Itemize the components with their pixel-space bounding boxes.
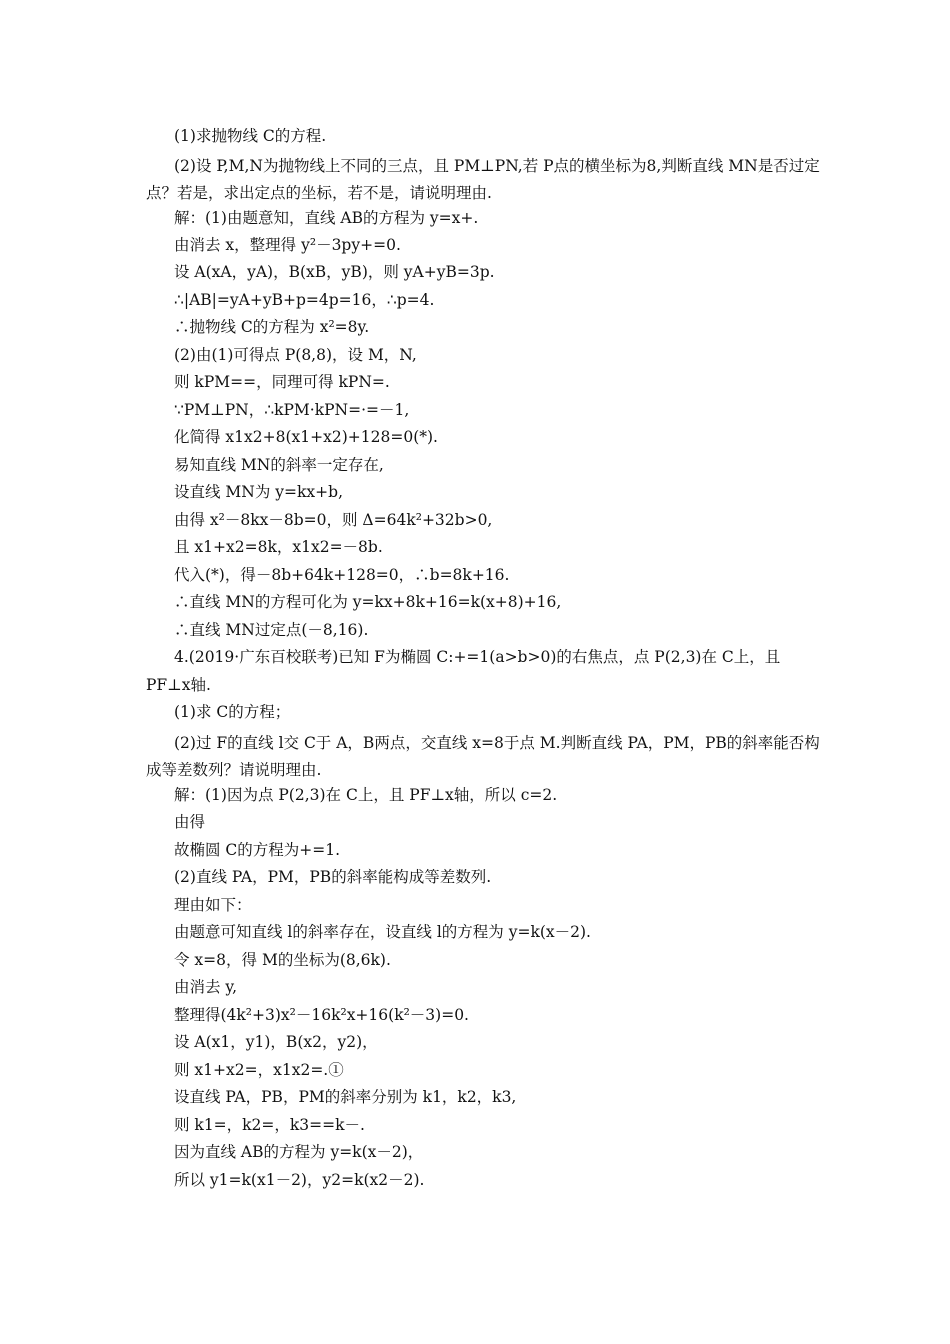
text-line: (1)求 C的方程； bbox=[174, 703, 291, 721]
text-line: 令 x=8，得 M的坐标为(8,6k). bbox=[174, 951, 391, 969]
text-line: 由题意可知直线 l的斜率存在，设直线 l的方程为 y=k(x－2). bbox=[174, 923, 591, 941]
text-line: 且 x1+x2=8k，x1x2=－8b. bbox=[174, 538, 383, 556]
text-line: ∴直线 MN的方程可化为 y=kx+8k+16=k(x+8)+16, bbox=[174, 593, 562, 611]
text-line: 理由如下： bbox=[174, 896, 252, 914]
text-line: 4.(2019·广东百校联考)已知 F为椭圆 C:+=1(a>b>0)的右焦点，点 P(2,3)在 C上，且 bbox=[174, 648, 781, 666]
text-line: 所以 y1=k(x1－2)，y2=k(x2－2). bbox=[174, 1171, 425, 1189]
text-paragraph: (2)过 F的直线 l交 C于 A，B两点，交直线 x=8于点 M.判断直线 PA，PM，PB的斜率能否构成等差数列？请说明理由. bbox=[146, 734, 820, 779]
text-line: 设 A(x1，y1)，B(x2，y2)， bbox=[174, 1033, 378, 1051]
text-line: ∴直线 MN过定点(－8,16). bbox=[174, 621, 369, 639]
text-line: 设 A(xA，yA)，B(xB，yB)，则 yA+yB=3p. bbox=[174, 263, 495, 281]
text-line: 则 x1+x2=，x1x2=.① bbox=[174, 1061, 344, 1079]
text-line: 则 k1=，k2=，k3==k－. bbox=[174, 1116, 365, 1134]
text-line: ∴抛物线 C的方程为 x²=8y. bbox=[174, 318, 370, 336]
text-line: PF⊥x轴. bbox=[146, 676, 211, 694]
text-line: 由消去 x，整理得 y²－3py+=0. bbox=[174, 236, 401, 254]
text-line: 由得 x²－8kx－8b=0，则 Δ=64k²+32b>0, bbox=[174, 511, 493, 529]
text-line: (1)求抛物线 C的方程. bbox=[174, 127, 327, 145]
text-line: ∴|AB|=yA+yB+p=4p=16，∴p=4. bbox=[174, 291, 435, 309]
text-line: 解：(1)因为点 P(2,3)在 C上，且 PF⊥x轴，所以 c=2. bbox=[174, 786, 558, 804]
text-line: 设直线 PA，PB，PM的斜率分别为 k1，k2，k3, bbox=[174, 1088, 517, 1106]
text-line: 由得 bbox=[174, 813, 206, 831]
text-line: ∵PM⊥PN，∴kPM·kPN=·=－1, bbox=[174, 401, 410, 419]
text-line: 易知直线 MN的斜率一定存在, bbox=[174, 456, 384, 474]
text-line: 解：(1)由题意知，直线 AB的方程为 y=x+. bbox=[174, 209, 479, 227]
text-line: (2)由(1)可得点 P(8,8)，设 M，N, bbox=[174, 346, 417, 364]
text-line: 化简得 x1x2+8(x1+x2)+128=0(*). bbox=[174, 428, 438, 446]
text-line: 代入(*)，得－8b+64k+128=0，∴b=8k+16. bbox=[174, 566, 510, 584]
text-line: 则 kPM==，同理可得 kPN=. bbox=[174, 373, 390, 391]
text-line: 由消去 y, bbox=[174, 978, 238, 996]
text-line: 整理得(4k²+3)x²－16k²x+16(k²－3)=0. bbox=[174, 1006, 469, 1024]
text-paragraph: (2)设 P,M,N为抛物线上不同的三点，且 PM⊥PN,若 P点的横坐标为8,判断直线 MN是否过定点？若是，求出定点的坐标，若不是，请说明理由. bbox=[146, 157, 820, 202]
text-line: 故椭圆 C的方程为+=1. bbox=[174, 841, 341, 859]
text-line: (2)直线 PA，PM，PB的斜率能构成等差数列. bbox=[174, 868, 492, 886]
text-line: 因为直线 AB的方程为 y=k(x－2)， bbox=[174, 1143, 424, 1161]
text-line: 设直线 MN为 y=kx+b, bbox=[174, 483, 344, 501]
